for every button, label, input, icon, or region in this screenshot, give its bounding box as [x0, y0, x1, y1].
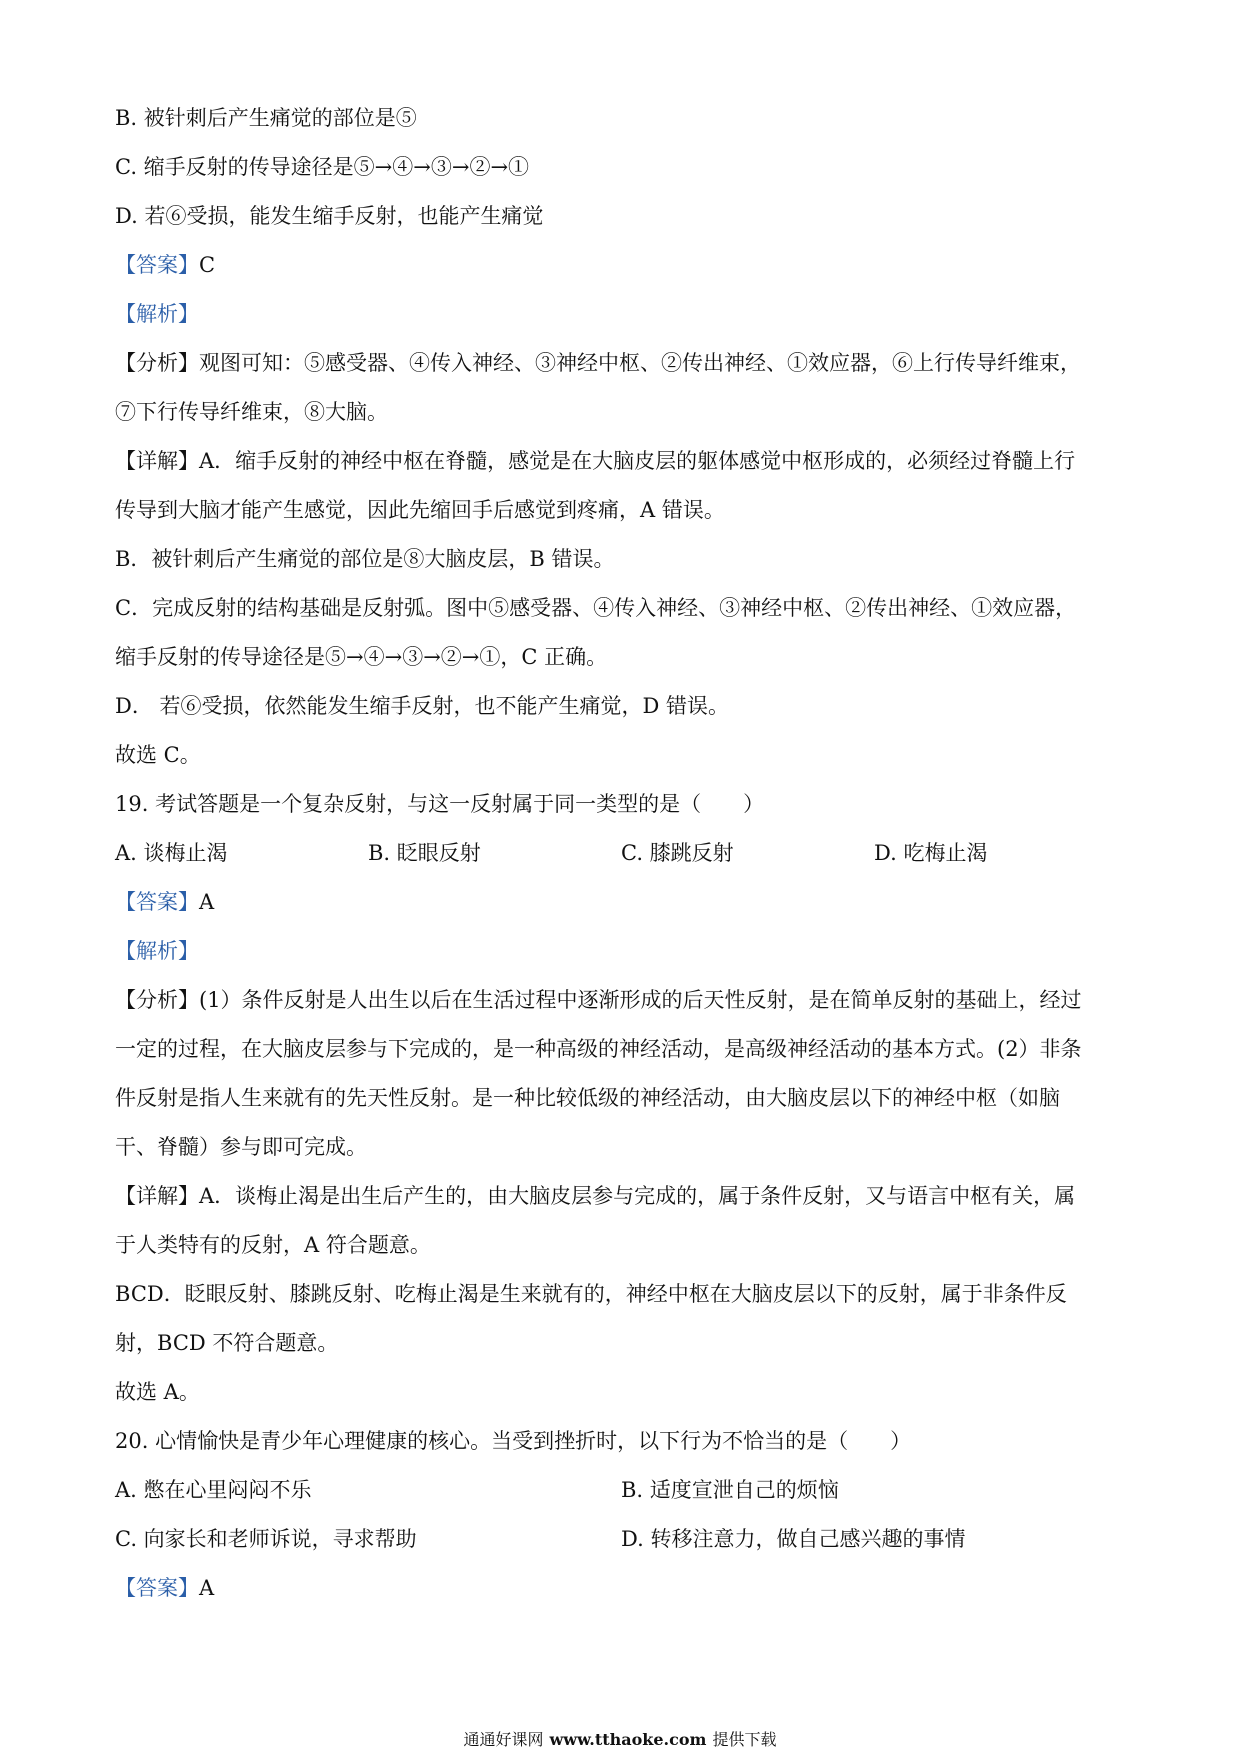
footer-note: 提供下载	[712, 1730, 777, 1749]
answer-value: C	[199, 253, 216, 277]
q20-options-row-2	[115, 1524, 1115, 1554]
footer-site: 通通好课网	[463, 1730, 544, 1749]
fenxi-text: (1）条件反射是人出生以后在生活过程中逐渐形成的后天性反射，是在简单反射的基础上，经过	[199, 988, 1082, 1012]
q20-stem: 20. 心情愉快是青少年心理健康的核心。当受到挫折时，以下行为不恰当的是（ ）	[115, 1429, 912, 1453]
fenxi-tag: 【分析】	[115, 988, 199, 1012]
q19-explain-bcd-1: BCD．眨眼反射、膝跳反射、吃梅止渴是生来就有的，神经中枢在大脑皮层以下的反射，属于非条件反	[115, 1282, 1067, 1306]
q20-option-b: B. 适度宣泄自己的烦恼	[621, 1478, 839, 1502]
q18-fenxi-2: ⑦下行传导纤维束，⑧大脑。	[115, 400, 388, 424]
q20-answer	[115, 1573, 214, 1603]
footer-url[interactable]: www.tthaoke.com	[549, 1730, 707, 1749]
q18-explain-c-2: 缩手反射的传导途径是⑤→④→③→②→①，C 正确。	[115, 645, 608, 669]
q18-xiangjie-2: 传导到大脑才能产生感觉，因此先缩回手后感觉到疼痛，A 错误。	[115, 498, 725, 522]
answer-value: A	[199, 1576, 215, 1600]
fenxi-tag: 【分析】	[115, 351, 199, 375]
q20-options-row-1	[115, 1475, 1115, 1505]
q18-option-b: B. 被针刺后产生痛觉的部位是⑤	[115, 106, 417, 130]
q18-explain-c-1: C．完成反射的结构基础是反射弧。图中⑤感受器、④传入神经、③神经中枢、②传出神经、①效应器，	[115, 596, 1077, 620]
q18-xiangjie-1	[115, 446, 1075, 476]
xiangjie-tag: 【详解】	[115, 449, 199, 473]
q19-xiangjie-1	[115, 1181, 1075, 1211]
q19-option-d: D. 吃梅止渴	[874, 841, 988, 865]
xiangjie-tag: 【详解】	[115, 1184, 199, 1208]
q19-xiangjie-2: 于人类特有的反射，A 符合题意。	[115, 1233, 431, 1257]
q18-answer	[115, 250, 215, 280]
xiangjie-text: A．谈梅止渴是出生后产生的，由大脑皮层参与完成的，属于条件反射，又与语言中枢有关，属	[199, 1184, 1076, 1208]
answer-tag: 【答案】	[115, 890, 199, 914]
q19-option-b: B. 眨眼反射	[368, 841, 481, 865]
q19-options	[115, 838, 1115, 868]
q18-explain-b: B．被针刺后产生痛觉的部位是⑧大脑皮层，B 错误。	[115, 547, 615, 571]
q18-explain-d: D． 若⑥受损，依然能发生缩手反射，也不能产生痛觉，D 错误。	[115, 694, 730, 718]
q18-option-c: C. 缩手反射的传导途径是⑤→④→③→②→①	[115, 155, 530, 179]
q19-conclusion: 故选 A。	[115, 1380, 200, 1404]
q20-option-c: C. 向家长和老师诉说，寻求帮助	[115, 1527, 417, 1551]
xiangjie-text: A．缩手反射的神经中枢在脊髓，感觉是在大脑皮层的躯体感觉中枢形成的，必须经过脊髓上行	[199, 449, 1076, 473]
q19-analysis-heading	[115, 936, 199, 966]
q19-fenxi-3: 件反射是指人生来就有的先天性反射。是一种比较低级的神经活动，由大脑皮层以下的神经中枢（如脑	[115, 1086, 1060, 1110]
answer-tag: 【答案】	[115, 1576, 199, 1600]
analysis-tag: 【解析】	[115, 939, 199, 963]
q18-fenxi-1	[115, 348, 1081, 378]
analysis-tag: 【解析】	[115, 302, 199, 326]
q18-analysis-heading	[115, 299, 199, 329]
q19-fenxi-1	[115, 985, 1082, 1015]
q19-option-a: A. 谈梅止渴	[115, 841, 228, 865]
fenxi-text: 观图可知：⑤感受器、④传入神经、③神经中枢、②传出神经、①效应器，⑥上行传导纤维束，	[199, 351, 1081, 375]
page-footer	[0, 1730, 1240, 1750]
q19-fenxi-4: 干、脊髓）参与即可完成。	[115, 1135, 367, 1159]
q19-explain-bcd-2: 射，BCD 不符合题意。	[115, 1331, 339, 1355]
q20-option-a: A. 憋在心里闷闷不乐	[115, 1478, 312, 1502]
answer-value: A	[199, 890, 215, 914]
q19-fenxi-2: 一定的过程，在大脑皮层参与下完成的，是一种高级的神经活动，是高级神经活动的基本方式。(2）非条	[115, 1037, 1082, 1061]
q20-option-d: D. 转移注意力，做自己感兴趣的事情	[621, 1527, 966, 1551]
q18-option-d: D. 若⑥受损，能发生缩手反射，也能产生痛觉	[115, 204, 544, 228]
answer-tag: 【答案】	[115, 253, 199, 277]
q19-option-c: C. 膝跳反射	[621, 841, 734, 865]
q19-stem: 19. 考试答题是一个复杂反射，与这一反射属于同一类型的是（ ）	[115, 792, 765, 816]
q18-conclusion: 故选 C。	[115, 743, 201, 767]
q19-answer	[115, 887, 214, 917]
